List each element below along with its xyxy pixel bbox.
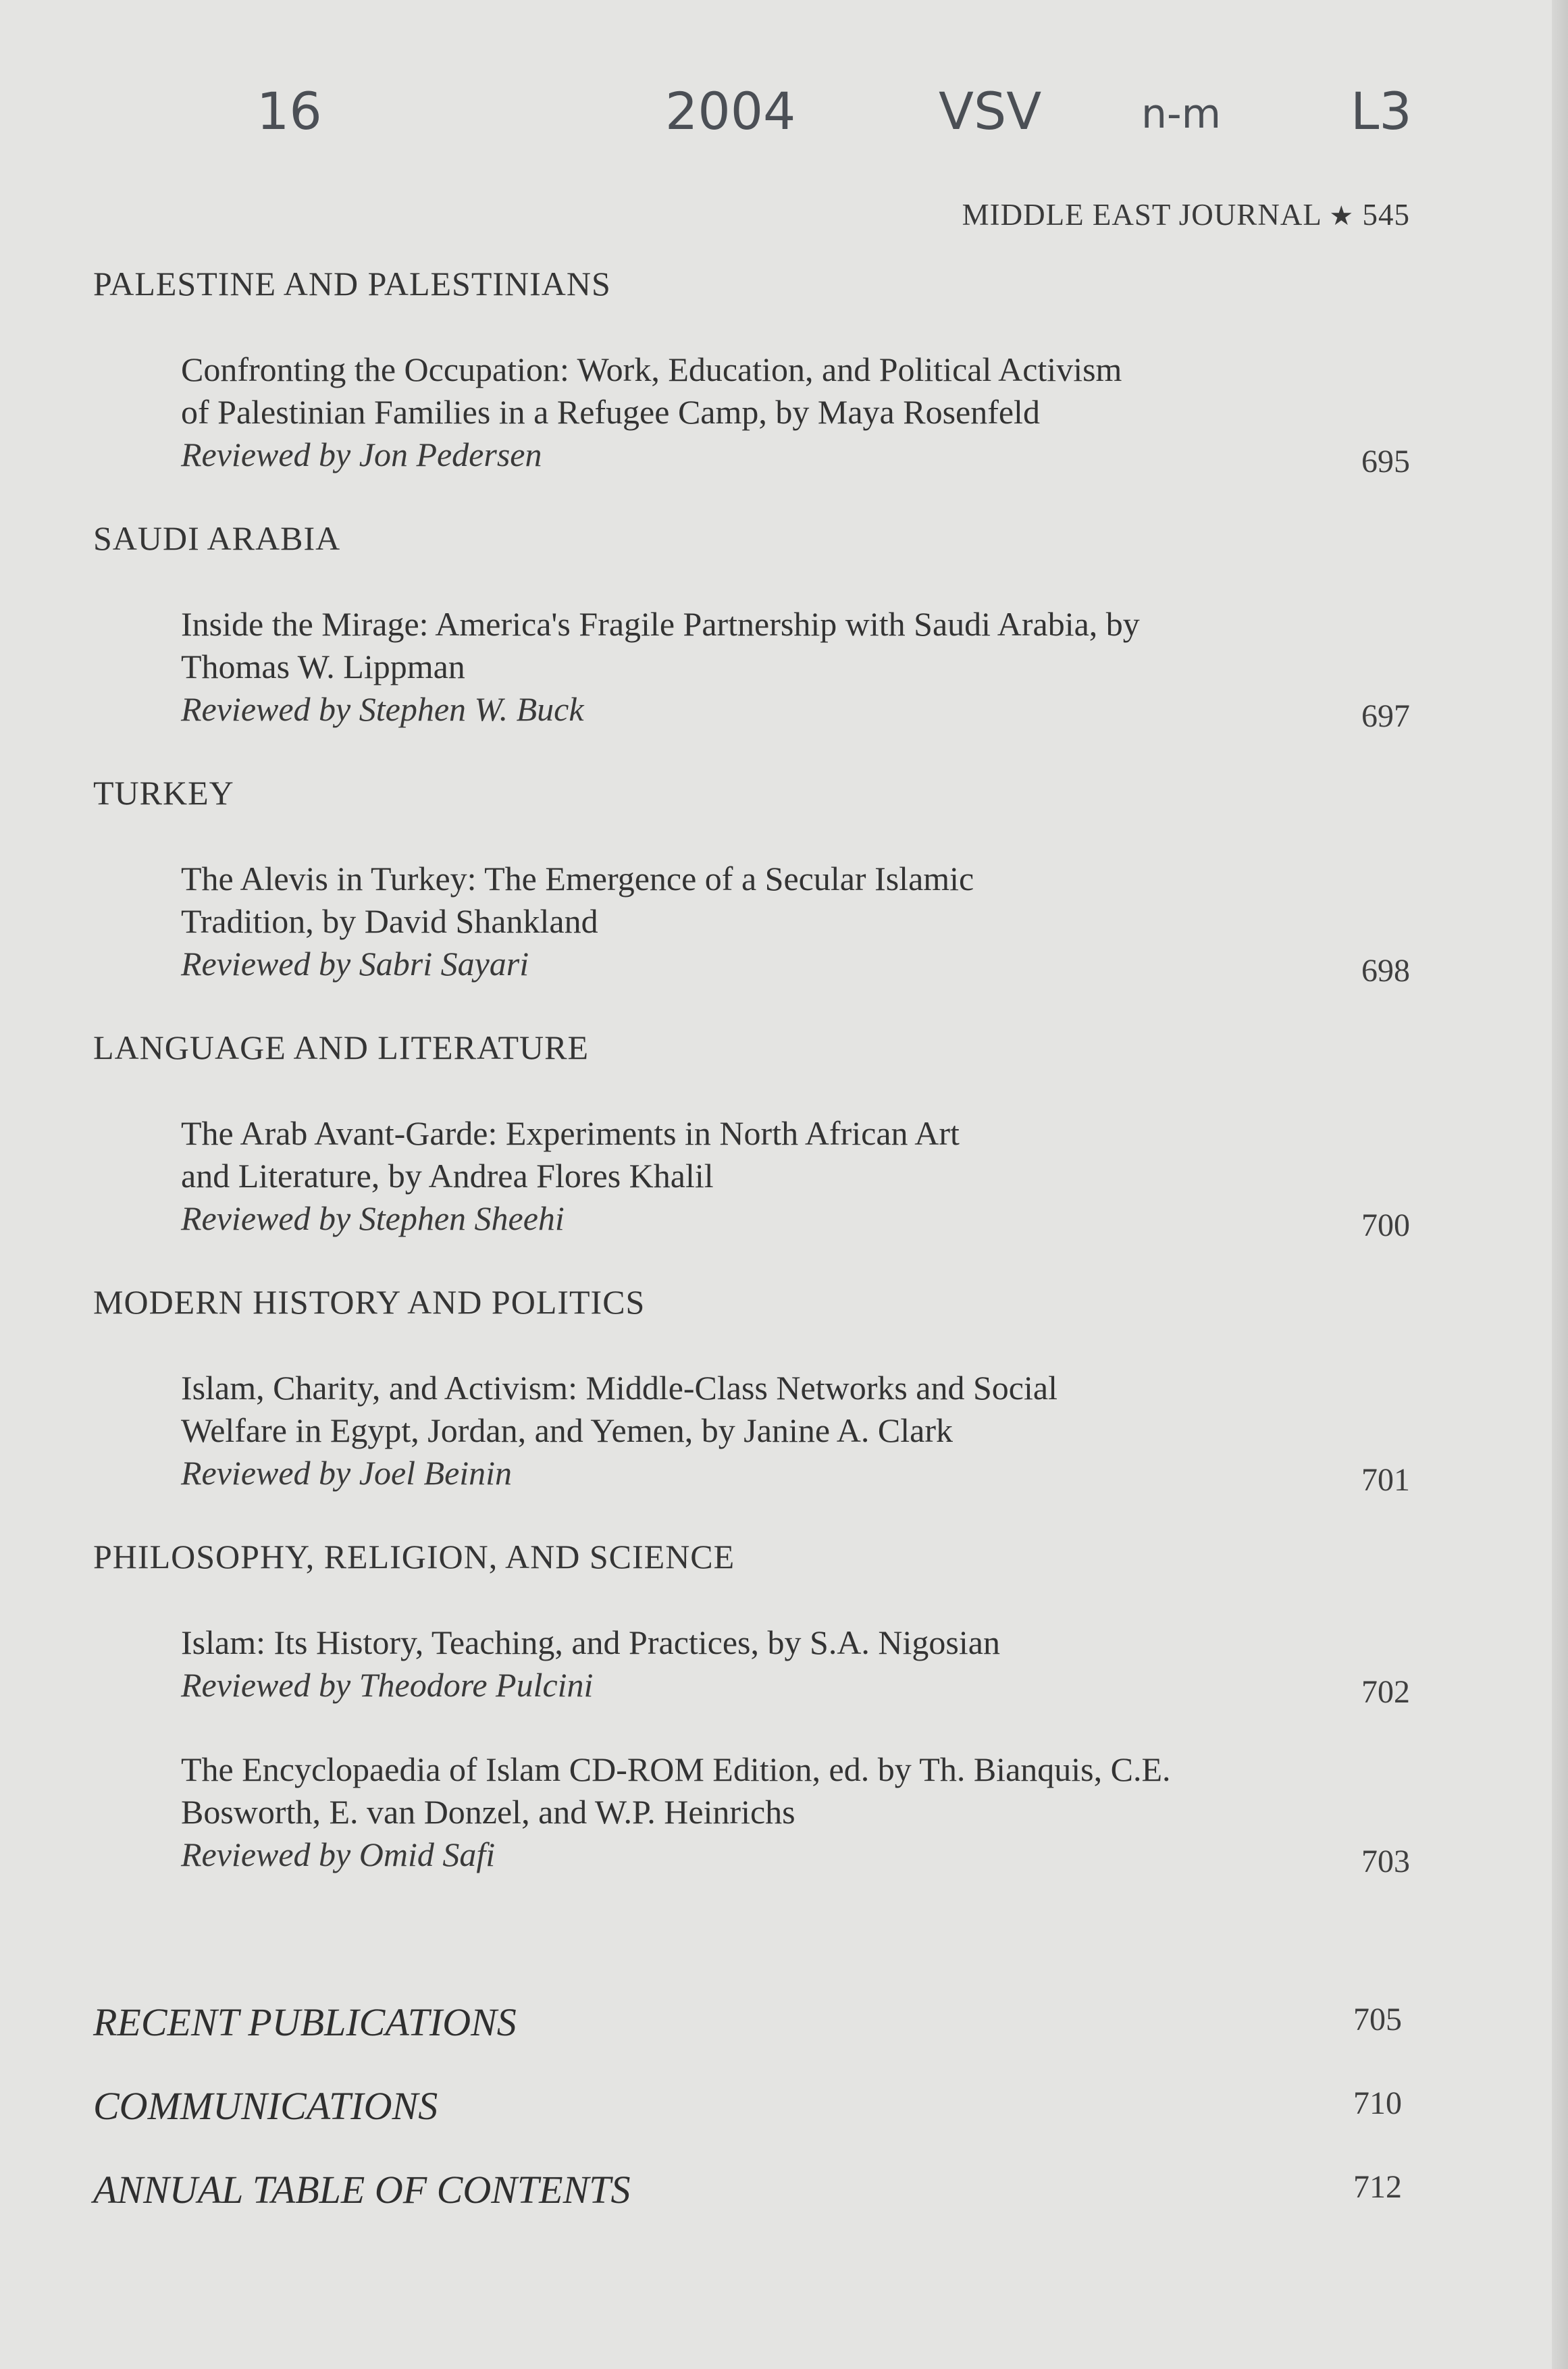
toc-entry — [181, 1748, 1410, 1879]
entry-title — [181, 1367, 1329, 1452]
toc-entry — [181, 1367, 1410, 1498]
entry-page-number: 703 — [1361, 1844, 1410, 1879]
section-heading: LANGUAGE AND LITERATURE — [93, 1029, 590, 1066]
star-icon: ★ — [1329, 201, 1355, 231]
entry-reviewer: Reviewed by Stephen W. Buck — [181, 690, 584, 728]
back-matter-entry — [93, 2083, 1410, 2130]
handwritten-mark: n-m — [1141, 90, 1222, 138]
toc-section — [93, 263, 1410, 479]
page-edge-shadow — [1552, 0, 1568, 2369]
handwritten-mark: 2004 — [665, 81, 796, 141]
back-matter-label: RECENT PUBLICATIONS — [93, 2000, 517, 2044]
toc-entry — [181, 1621, 1410, 1710]
entry-title-line: The Encyclopaedia of Islam CD-ROM Edition, ed. by Th. Bianquis, C.E. — [181, 1750, 1171, 1788]
entry-title — [181, 1112, 1329, 1197]
toc-section — [93, 1027, 1410, 1243]
entry-page-number: 701 — [1361, 1462, 1410, 1498]
table-of-contents — [93, 263, 1410, 2250]
entry-title-line: The Alevis in Turkey: The Emergence of a Secular Islamic — [181, 860, 974, 897]
toc-section — [93, 773, 1410, 989]
entry-page-number: 697 — [1361, 698, 1410, 734]
running-page-number: 545 — [1362, 198, 1410, 232]
section-heading: TURKEY — [93, 774, 234, 812]
entry-title — [181, 1621, 1329, 1664]
handwritten-mark: 16 — [257, 81, 322, 141]
entry-title — [181, 858, 1329, 943]
section-gap — [93, 1918, 1410, 1999]
entry-reviewer: Reviewed by Omid Safi — [181, 1836, 496, 1873]
toc-section — [93, 518, 1410, 734]
toc-entry — [181, 858, 1410, 989]
section-heading: PALESTINE AND PALESTINIANS — [93, 265, 611, 303]
back-matter-label: ANNUAL TABLE OF CONTENTS — [93, 2168, 631, 2212]
handwritten-mark: L3 — [1351, 81, 1412, 141]
entry-title — [181, 348, 1329, 434]
back-matter-page-number: 710 — [1353, 2085, 1402, 2121]
section-heading: MODERN HISTORY AND POLITICS — [93, 1283, 646, 1321]
section-heading: SAUDI ARABIA — [93, 519, 341, 557]
entry-title-line: Inside the Mirage: America's Fragile Partnership with Saudi Arabia, by — [181, 605, 1140, 643]
entry-title — [181, 1748, 1329, 1833]
back-matter-entry — [93, 1999, 1410, 2046]
entry-title-line: Confronting the Occupation: Work, Education, and Political Activism — [181, 350, 1122, 388]
entry-title-line: Islam: Its History, Teaching, and Practices, by S.A. Nigosian — [181, 1623, 1000, 1661]
handwritten-note — [0, 81, 1568, 176]
back-matter-page-number: 705 — [1353, 2002, 1402, 2037]
back-matter-entry — [93, 2166, 1410, 2214]
entry-reviewer: Reviewed by Theodore Pulcini — [181, 1666, 594, 1704]
entry-title-line: of Palestinian Families in a Refugee Camp, by Maya Rosenfeld — [181, 393, 1040, 431]
entry-title-line: Islam, Charity, and Activism: Middle-Class Networks and Social — [181, 1369, 1057, 1407]
running-head — [962, 197, 1410, 232]
entry-reviewer: Reviewed by Stephen Sheehi — [181, 1199, 565, 1237]
entry-title — [181, 603, 1329, 688]
entry-reviewer: Reviewed by Jon Pedersen — [181, 436, 542, 473]
entry-page-number: 698 — [1361, 953, 1410, 989]
entry-title-line: Bosworth, E. van Donzel, and W.P. Heinrichs — [181, 1793, 795, 1831]
entry-title-line: Welfare in Egypt, Jordan, and Yemen, by Janine A. Clark — [181, 1411, 953, 1449]
section-heading: PHILOSOPHY, RELIGION, AND SCIENCE — [93, 1538, 735, 1576]
toc-entry — [181, 348, 1410, 479]
entry-reviewer: Reviewed by Sabri Sayari — [181, 945, 529, 983]
back-matter-label: COMMUNICATIONS — [93, 2084, 438, 2128]
journal-name: MIDDLE EAST JOURNAL — [962, 198, 1322, 232]
entry-page-number: 695 — [1361, 444, 1410, 479]
toc-section — [93, 1536, 1410, 1879]
entry-title-line: Tradition, by David Shankland — [181, 902, 598, 940]
back-matter-page-number: 712 — [1353, 2169, 1402, 2205]
entry-title-line: Thomas W. Lippman — [181, 648, 465, 685]
handwritten-mark: VSV — [939, 81, 1042, 141]
entry-title-line: The Arab Avant-Garde: Experiments in North African Art — [181, 1114, 960, 1152]
entry-reviewer: Reviewed by Joel Beinin — [181, 1454, 513, 1492]
entry-page-number: 702 — [1361, 1674, 1410, 1710]
toc-section — [93, 1282, 1410, 1498]
entry-title-line: and Literature, by Andrea Flores Khalil — [181, 1157, 714, 1195]
toc-entry — [181, 1112, 1410, 1243]
entry-page-number: 700 — [1361, 1207, 1410, 1243]
toc-entry — [181, 603, 1410, 734]
